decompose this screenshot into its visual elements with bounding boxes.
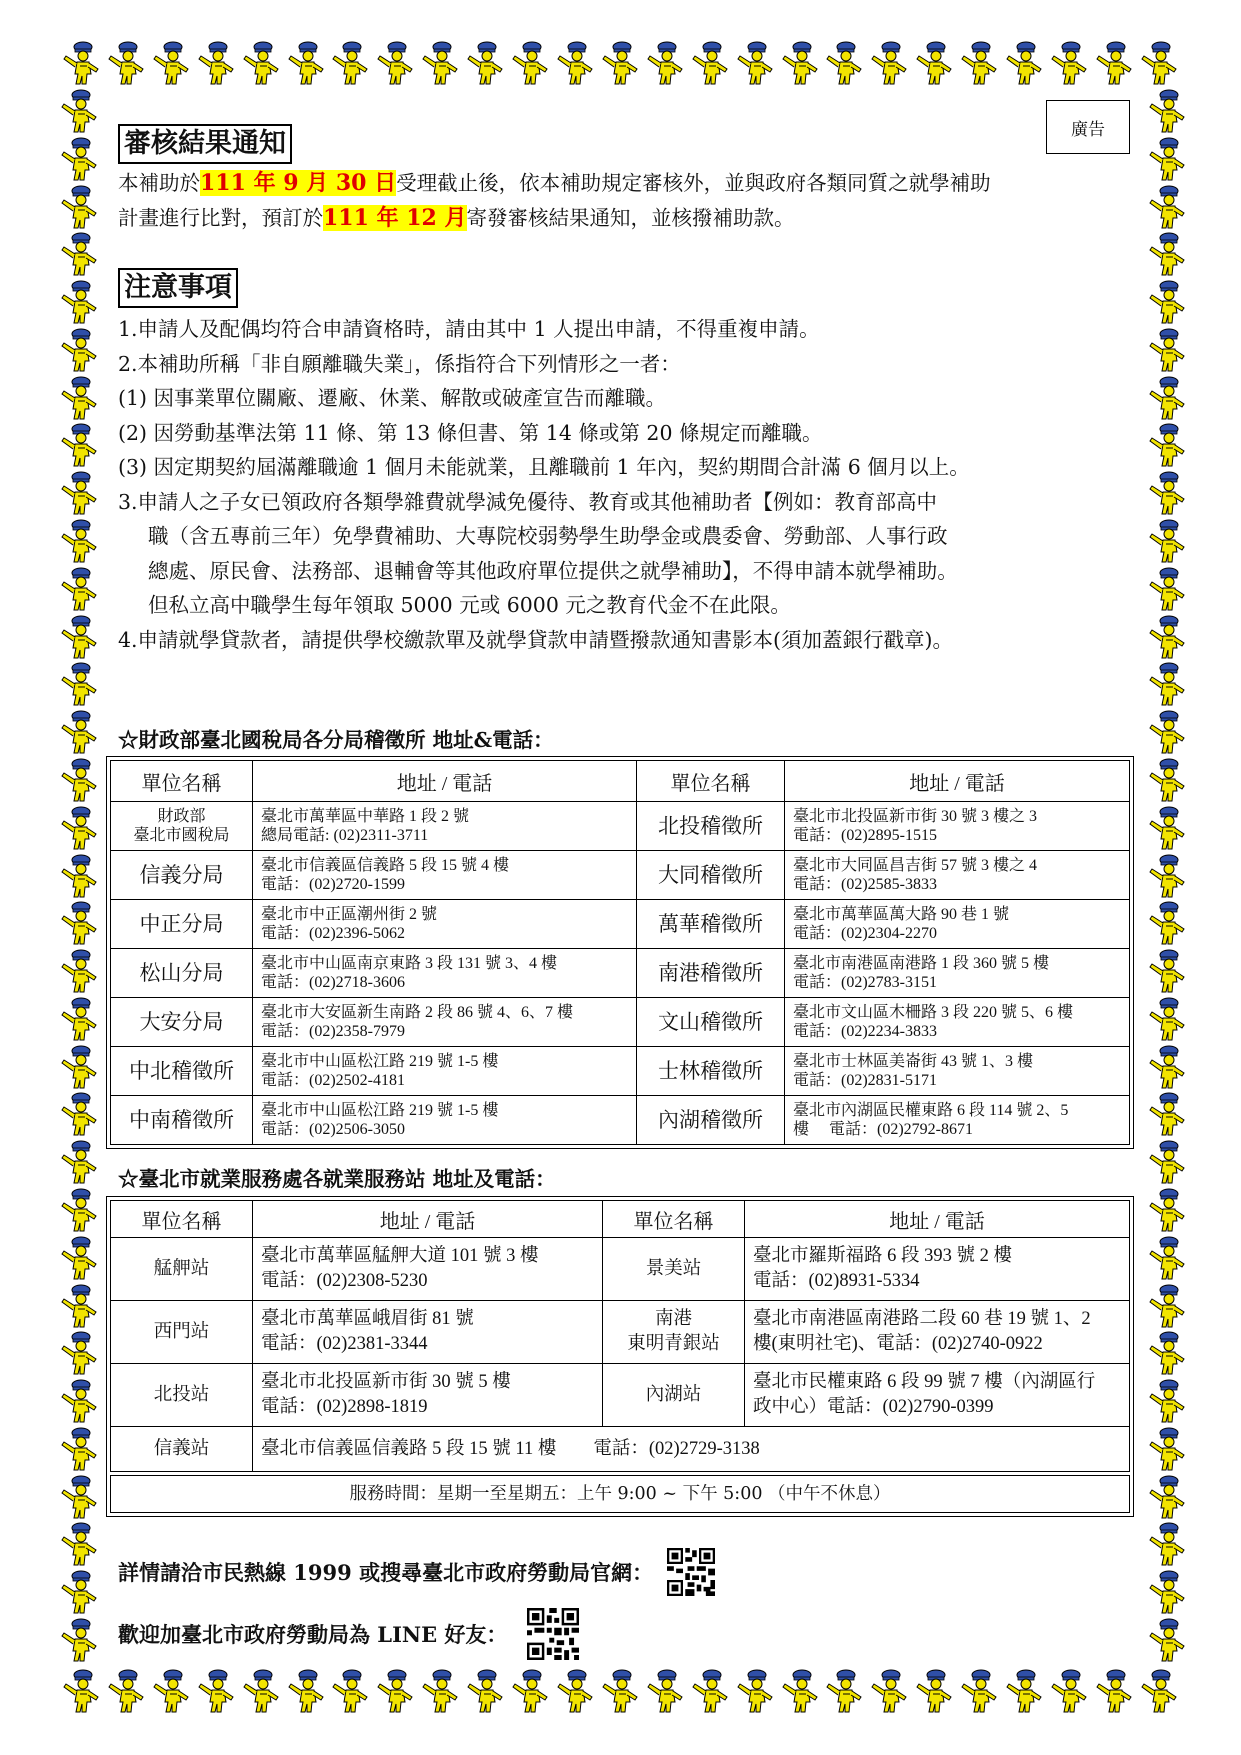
worker-figure-icon	[58, 661, 100, 707]
station-name	[603, 1238, 745, 1301]
right-border	[1146, 88, 1192, 1663]
phone-line: 電話：(02)2895-1515	[793, 827, 937, 844]
worker-figure-icon	[868, 1668, 910, 1714]
worker-figure-icon	[1146, 948, 1188, 994]
office-address	[785, 1096, 1130, 1145]
worker-figure-icon	[1146, 1569, 1188, 1615]
station-name: 北投站	[111, 1364, 253, 1427]
column-header: 單位名稱	[637, 761, 785, 802]
deadline-date: 111 年 9 月 30 日	[200, 170, 397, 196]
worker-figure-icon	[1048, 40, 1090, 86]
worker-figure-icon	[58, 1521, 100, 1567]
worker-figure-icon	[823, 40, 865, 86]
phone-line: 電話：(02)8931-5334	[753, 1271, 920, 1291]
table-row	[111, 949, 1130, 998]
office-name: 北投稽徵所	[637, 802, 785, 851]
worker-figure-icon	[689, 1668, 731, 1714]
worker-figure-icon	[58, 1474, 100, 1520]
column-header: 地址 / 電話	[253, 761, 637, 802]
worker-figure-icon	[285, 1668, 327, 1714]
worker-figure-icon	[1146, 1378, 1188, 1424]
service-hours: 服務時間：星期一至星期五：上午 9:00 ~ 下午 5:00 （中午不休息）	[111, 1476, 1130, 1513]
station-name: 艋舺站	[111, 1238, 253, 1301]
worker-figure-icon	[823, 1668, 865, 1714]
phone-line: 電話：(02)2898-1819	[261, 1397, 428, 1417]
worker-figure-icon	[1146, 184, 1188, 230]
worker-figure-icon	[464, 40, 506, 86]
review-text: 受理截止後，依本補助規定審核外，並與政府各類同質之就學補助	[396, 171, 991, 195]
worker-figure-icon	[1146, 1235, 1188, 1281]
station-name-line: 東明青銀站	[627, 1334, 720, 1354]
phone-line: 電話：(02)2831-5171	[793, 1072, 937, 1089]
notes-section	[118, 268, 1128, 657]
address-line: 臺北市萬華區萬大路 90 巷 1 號	[793, 906, 1010, 923]
phone-line: 電話：(02)2381-3344	[261, 1334, 428, 1354]
worker-figure-icon	[419, 1668, 461, 1714]
address-line: 臺北市民權東路 6 段 99 號 7 樓（內湖區行	[753, 1372, 1096, 1392]
worker-figure-icon	[1146, 1044, 1188, 1090]
worker-figure-icon	[58, 88, 100, 134]
phone-line: 政中心）電話：(02)2790-0399	[753, 1397, 994, 1417]
worker-figure-icon	[58, 279, 100, 325]
table-row	[111, 1301, 1130, 1364]
station-address	[253, 1364, 603, 1427]
office-address	[253, 900, 637, 949]
office-name: 文山稽徵所	[637, 998, 785, 1047]
worker-figure-icon	[58, 184, 100, 230]
phone-line: 電話：(02)2358-7979	[261, 1023, 405, 1040]
phone-line: 電話：(02)2502-4181	[261, 1072, 405, 1089]
address-line: 臺北市南港區南港路二段 60 巷 19 號 1、2	[753, 1309, 1091, 1329]
worker-figure-icon	[509, 40, 551, 86]
worker-figure-icon	[58, 375, 100, 421]
note-line: 總處、原民會、法務部、退輔會等其他政府單位提供之就學補助】，不得申請本就學補助。	[148, 558, 958, 583]
worker-figure-icon	[1146, 327, 1188, 373]
ad-label: 廣告	[1046, 100, 1130, 154]
worker-figure-icon	[1146, 136, 1188, 182]
office-name: 南港稽徵所	[637, 949, 785, 998]
worker-figure-icon	[329, 40, 371, 86]
line-text: 歡迎加臺北市政府勞動局為 LINE 好友：	[118, 1622, 508, 1647]
address-line: 臺北市大安區新生南路 2 段 86 號 4、6、7 樓	[261, 1004, 574, 1021]
worker-figure-icon	[913, 1668, 955, 1714]
station-name	[603, 1364, 745, 1427]
review-text: 本補助於	[118, 171, 200, 195]
worker-figure-icon	[150, 40, 192, 86]
phone-line: 電話：(02)2396-5062	[261, 925, 405, 942]
worker-figure-icon	[1146, 1091, 1188, 1137]
review-section	[118, 124, 1128, 236]
office-name: 中正分局	[111, 900, 253, 949]
phone-line: 樓(東明社宅)、電話：(02)2740-0922	[753, 1334, 1043, 1354]
table-header-row	[111, 761, 1130, 802]
worker-figure-icon	[58, 327, 100, 373]
employment-table	[106, 1196, 1134, 1517]
office-address	[253, 802, 637, 851]
worker-figure-icon	[599, 40, 641, 86]
line-row	[118, 1608, 579, 1660]
worker-figure-icon	[1146, 1474, 1188, 1520]
worker-figure-icon	[58, 614, 100, 660]
worker-figure-icon	[1146, 1521, 1188, 1567]
note-line: 3.申請人之子女已領政府各類學雜費就學減免優待、教育或其他補助者【例如：教育部高中	[118, 489, 938, 514]
worker-figure-icon	[644, 1668, 686, 1714]
worker-figure-icon	[734, 1668, 776, 1714]
employment-section	[118, 1165, 1128, 1193]
address-line: 臺北市中山區松江路 219 號 1-5 樓	[261, 1053, 499, 1070]
worker-figure-icon	[58, 1283, 100, 1329]
note-line: 但私立高中職學生每年領取 5000 元或 6000 元之教育代金不在此限。	[148, 593, 791, 617]
phone-line: 電話：(02)2718-3606	[261, 974, 405, 991]
worker-figure-icon	[58, 470, 100, 516]
address-line: 臺北市信義區信義路 5 段 15 號 4 樓	[261, 857, 510, 874]
worker-figure-icon	[329, 1668, 371, 1714]
table-row	[111, 900, 1130, 949]
worker-figure-icon	[1138, 40, 1180, 86]
station-address	[745, 1364, 1130, 1427]
note-line: 職（含五專前三年）免學費補助、大專院校弱勢學生助學金或農委會、勞動部、人事行政	[148, 524, 948, 548]
document-body	[118, 96, 1128, 657]
worker-figure-icon	[1093, 40, 1135, 86]
address-line: 臺北市羅斯福路 6 段 393 號 2 樓	[753, 1246, 1013, 1266]
table-row	[111, 998, 1130, 1047]
worker-figure-icon	[1146, 996, 1188, 1042]
worker-figure-icon	[1146, 279, 1188, 325]
office-address	[785, 851, 1130, 900]
phone-line: 電話：(02)2783-3151	[793, 974, 937, 991]
note-line: 1.申請人及配偶均符合申請資格時，請由其中 1 人提出申請，不得重複申請。	[118, 317, 820, 341]
top-border	[60, 40, 1180, 86]
station-name-line: 內湖站	[645, 1384, 702, 1405]
notes-title: 注意事項	[118, 268, 238, 308]
worker-figure-icon	[1093, 1668, 1135, 1714]
worker-figure-icon	[58, 1378, 100, 1424]
worker-figure-icon	[58, 1330, 100, 1376]
note-line: 4.申請就學貸款者，請提供學校繳款單及就學貸款申請暨撥款通知書影本(須加蓋銀行戳章)。	[118, 627, 954, 652]
station-name: 西門站	[111, 1301, 253, 1364]
column-header: 地址 / 電話	[745, 1201, 1130, 1238]
worker-figure-icon	[195, 1668, 237, 1714]
worker-figure-icon	[150, 1668, 192, 1714]
address-line: 臺北市中正區潮州街 2 號	[261, 906, 438, 923]
bottom-border	[60, 1668, 1180, 1714]
worker-figure-icon	[1146, 375, 1188, 421]
worker-figure-icon	[195, 40, 237, 86]
phone-line: 電話：(02)2304-2270	[793, 925, 937, 942]
address-line: 臺北市文山區木柵路 3 段 220 號 5、6 樓	[793, 1004, 1074, 1021]
review-text: 寄發審核結果通知，並核撥補助款。	[466, 206, 795, 230]
table-row	[111, 802, 1130, 851]
note-line: (1) 因事業單位關廠、遷廠、休業、解散或破產宣告而離職。	[118, 386, 667, 410]
office-address	[785, 802, 1130, 851]
station-name-line: 景美站	[645, 1258, 702, 1279]
worker-figure-icon	[1138, 1668, 1180, 1714]
phone-line: 電話：(02)2506-3050	[261, 1121, 405, 1138]
note-line: (3) 因定期契約屆滿離職逾 1 個月未能就業，且離職前 1 年內，契約期間合計滿 6 個月以上。	[118, 455, 970, 479]
office-name-line: 臺北市國稅局	[133, 827, 230, 844]
worker-figure-icon	[1146, 757, 1188, 803]
worker-figure-icon	[58, 948, 100, 994]
worker-figure-icon	[58, 1426, 100, 1472]
worker-figure-icon	[734, 40, 776, 86]
worker-figure-icon	[58, 1091, 100, 1137]
worker-figure-icon	[105, 40, 147, 86]
worker-figure-icon	[1146, 470, 1188, 516]
employment-table-title: ☆臺北市就業服務處各就業服務站 地址及電話：	[118, 1167, 556, 1191]
office-address	[253, 998, 637, 1047]
office-address	[253, 949, 637, 998]
office-name: 中南稽徵所	[111, 1096, 253, 1145]
worker-figure-icon	[60, 1668, 102, 1714]
line-qr-icon[interactable]	[527, 1608, 579, 1660]
column-header: 地址 / 電話	[253, 1201, 603, 1238]
worker-figure-icon	[58, 805, 100, 851]
notice-date: 111 年 12 月	[323, 205, 467, 231]
worker-figure-icon	[464, 1668, 506, 1714]
worker-figure-icon	[58, 1569, 100, 1615]
office-name: 萬華稽徵所	[637, 900, 785, 949]
worker-figure-icon	[58, 1235, 100, 1281]
worker-figure-icon	[779, 40, 821, 86]
table-row	[111, 1096, 1130, 1145]
phone-line: 總局電話: (02)2311-3711	[261, 827, 429, 844]
worker-figure-icon	[644, 40, 686, 86]
labor-bureau-website-qr-icon[interactable]	[667, 1548, 715, 1596]
worker-figure-icon	[58, 422, 100, 468]
worker-figure-icon	[1146, 900, 1188, 946]
address-line: 臺北市萬華區峨眉街 81 號	[261, 1309, 474, 1329]
review-title: 審核結果通知	[118, 124, 292, 164]
station-address	[253, 1238, 603, 1301]
worker-figure-icon	[1146, 1617, 1188, 1663]
office-name: 松山分局	[111, 949, 253, 998]
table-row	[111, 1047, 1130, 1096]
phone-line: 電話：(02)2234-3833	[793, 1023, 937, 1040]
address-line: 臺北市萬華區艋舺大道 101 號 3 樓	[261, 1246, 539, 1266]
address-line: 臺北市南港區南港路 1 段 360 號 5 樓	[793, 955, 1050, 972]
review-paragraph-line-1	[118, 166, 1128, 201]
office-address	[253, 851, 637, 900]
worker-figure-icon	[554, 1668, 596, 1714]
office-name-line: 財政部	[157, 808, 206, 825]
address-line: 臺北市中山區松江路 219 號 1-5 樓	[261, 1102, 499, 1119]
worker-figure-icon	[58, 1044, 100, 1090]
office-name: 中北稽徵所	[111, 1047, 253, 1096]
tax-office-table	[106, 756, 1134, 1149]
worker-figure-icon	[1146, 614, 1188, 660]
review-text: 計畫進行比對，預訂於	[118, 206, 323, 230]
column-header: 單位名稱	[603, 1201, 745, 1238]
worker-figure-icon	[1146, 853, 1188, 899]
address-line: 臺北市北投區新市街 30 號 5 樓	[261, 1372, 511, 1392]
worker-figure-icon	[958, 40, 1000, 86]
worker-figure-icon	[58, 1187, 100, 1233]
worker-figure-icon	[58, 709, 100, 755]
worker-figure-icon	[58, 518, 100, 564]
phone-line: 電話：(02)2585-3833	[793, 876, 937, 893]
address-line: 臺北市內湖區民權東路 6 段 114 號 2、5	[793, 1102, 1069, 1119]
worker-figure-icon	[240, 40, 282, 86]
column-header: 單位名稱	[111, 761, 253, 802]
table-row	[111, 1364, 1130, 1427]
note-line: (2) 因勞動基準法第 11 條、第 13 條但書、第 14 條或第 20 條規定而離職。	[118, 420, 823, 445]
worker-figure-icon	[1146, 566, 1188, 612]
worker-figure-icon	[1146, 231, 1188, 277]
worker-figure-icon	[913, 40, 955, 86]
worker-figure-icon	[1048, 1668, 1090, 1714]
worker-figure-icon	[58, 231, 100, 277]
office-name: 士林稽徵所	[637, 1047, 785, 1096]
worker-figure-icon	[58, 996, 100, 1042]
note-line: 2.本補助所稱「非自願離職失業」，係指符合下列情形之一者：	[118, 351, 681, 376]
worker-figure-icon	[958, 1668, 1000, 1714]
worker-figure-icon	[60, 40, 102, 86]
worker-figure-icon	[58, 1139, 100, 1185]
address-line: 臺北市大同區昌吉街 57 號 3 樓之 4	[793, 857, 1038, 874]
table-row	[111, 1238, 1130, 1301]
worker-figure-icon	[1003, 1668, 1045, 1714]
worker-figure-icon	[509, 1668, 551, 1714]
worker-figure-icon	[1146, 518, 1188, 564]
worker-figure-icon	[1146, 1187, 1188, 1233]
worker-figure-icon	[1146, 661, 1188, 707]
tax-office-section	[118, 726, 1128, 754]
office-address	[785, 900, 1130, 949]
worker-figure-icon	[285, 40, 327, 86]
worker-figure-icon	[58, 566, 100, 612]
worker-figure-icon	[240, 1668, 282, 1714]
office-address	[253, 1047, 637, 1096]
footer-line-friend	[118, 1608, 579, 1660]
worker-figure-icon	[1146, 1330, 1188, 1376]
hotline-text: 詳情請洽市民熱線 1999 或搜尋臺北市政府勞動局官網：	[118, 1560, 654, 1585]
phone-line: 電話：(02)2308-5230	[261, 1271, 428, 1291]
worker-figure-icon	[1146, 709, 1188, 755]
office-name	[111, 802, 253, 851]
worker-figure-icon	[1146, 1139, 1188, 1185]
worker-figure-icon	[58, 853, 100, 899]
column-header: 單位名稱	[111, 1201, 253, 1238]
worker-figure-icon	[58, 757, 100, 803]
station-address	[745, 1238, 1130, 1301]
worker-figure-icon	[1146, 1283, 1188, 1329]
worker-figure-icon	[1003, 40, 1045, 86]
station-address	[745, 1301, 1130, 1364]
worker-figure-icon	[689, 40, 731, 86]
worker-figure-icon	[58, 900, 100, 946]
office-name: 大同稽徵所	[637, 851, 785, 900]
address-line: 臺北市士林區美崙街 43 號 1、3 樓	[793, 1053, 1034, 1070]
worker-figure-icon	[105, 1668, 147, 1714]
worker-figure-icon	[419, 40, 461, 86]
worker-figure-icon	[779, 1668, 821, 1714]
table-row	[111, 851, 1130, 900]
worker-figure-icon	[868, 40, 910, 86]
worker-figure-icon	[374, 1668, 416, 1714]
footer-hotline	[118, 1548, 715, 1596]
hours-row	[111, 1476, 1130, 1513]
station-name-line: 南港	[654, 1309, 692, 1329]
review-paragraph-line-2	[118, 201, 1128, 236]
office-name: 信義分局	[111, 851, 253, 900]
office-name: 大安分局	[111, 998, 253, 1047]
worker-figure-icon	[599, 1668, 641, 1714]
address-line: 臺北市北投區新市街 30 號 3 樓之 3	[793, 808, 1038, 825]
address-line: 臺北市萬華區中華路 1 段 2 號	[261, 808, 470, 825]
office-name: 內湖稽徵所	[637, 1096, 785, 1145]
worker-figure-icon	[58, 136, 100, 182]
tax-table-title: ☆財政部臺北國稅局各分局稽徵所 地址&電話：	[118, 728, 554, 752]
phone-line: 樓 電話：(02)2792-8671	[793, 1121, 973, 1138]
worker-figure-icon	[374, 40, 416, 86]
station-name: 信義站	[111, 1427, 253, 1472]
table-row	[111, 1427, 1130, 1472]
hotline-row	[118, 1548, 715, 1596]
column-header: 地址 / 電話	[785, 761, 1130, 802]
table-header-row	[111, 1201, 1130, 1238]
phone-line: 電話：(02)2720-1599	[261, 876, 405, 893]
worker-figure-icon	[1146, 1426, 1188, 1472]
office-address	[253, 1096, 637, 1145]
office-address	[785, 998, 1130, 1047]
station-address	[253, 1301, 603, 1364]
notes-list	[118, 312, 1128, 657]
worker-figure-icon	[1146, 88, 1188, 134]
worker-figure-icon	[554, 40, 596, 86]
worker-figure-icon	[1146, 422, 1188, 468]
office-address	[785, 1047, 1130, 1096]
station-name	[603, 1301, 745, 1364]
left-border	[58, 88, 104, 1663]
address-line: 臺北市中山區南京東路 3 段 131 號 3、4 樓	[261, 955, 558, 972]
worker-figure-icon	[1146, 805, 1188, 851]
worker-figure-icon	[58, 1617, 100, 1663]
office-address	[785, 949, 1130, 998]
station-address: 臺北市信義區信義路 5 段 15 號 11 樓 電話：(02)2729-3138	[253, 1427, 1130, 1472]
